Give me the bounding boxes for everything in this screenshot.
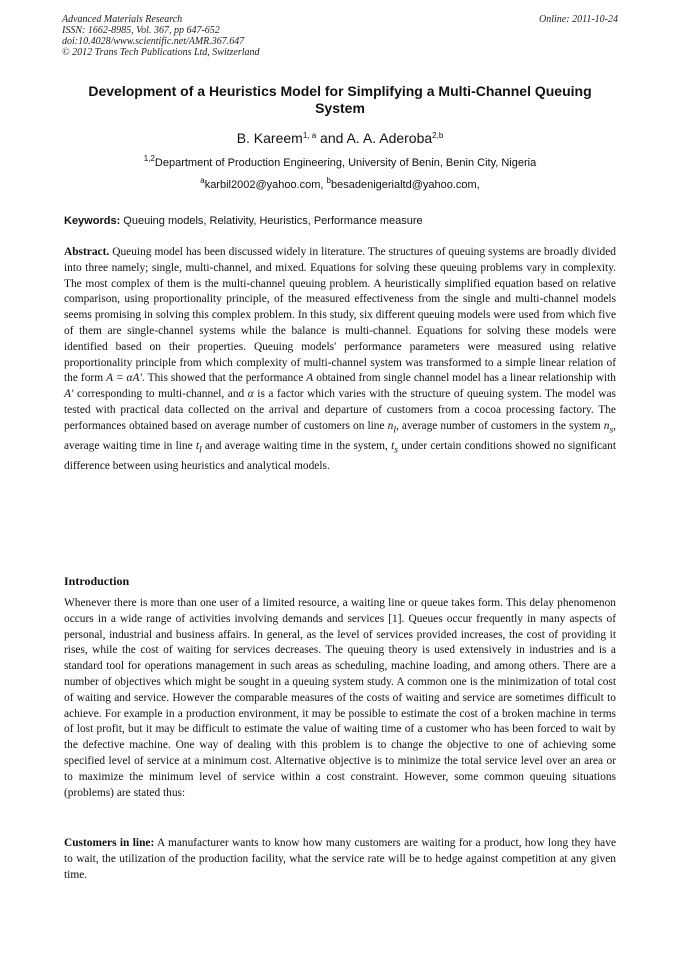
- author-1: B. Kareem: [236, 130, 303, 146]
- author-2-affil-mark: 2,b: [432, 131, 444, 140]
- author-1-affil-mark: 1, a: [302, 131, 317, 140]
- abstract-text-7: , average waiting time in line: [64, 419, 616, 452]
- symbol-t-s: [391, 439, 398, 456]
- journal-name: Advanced Materials Research: [62, 14, 183, 25]
- affiliation-text: Department of Production Engineering, University of Benin, Benin City, Nigeria: [154, 157, 537, 169]
- symbol-n-s-base: n: [603, 419, 610, 432]
- abstract-text-5: is a factor which varies with the structure of queuing system. The model was tested with practical data collected on the arrival and departure of customers from a cocoa processing factory. The performances obtained based on average number of customers on line: [64, 388, 616, 432]
- author-line: [62, 130, 618, 147]
- author-emails: [62, 178, 618, 192]
- email-b-mark: b: [326, 176, 331, 185]
- email-a: karbil2002@yahoo.com,: [204, 179, 327, 191]
- symbol-a-prime: A′: [64, 388, 74, 401]
- abstract-text-3: obtained from single channel model has a linear relationship with: [313, 372, 616, 385]
- author-and: and: [316, 130, 347, 146]
- symbol-n-l: [387, 419, 396, 436]
- symbol-t-s-sub: s: [394, 445, 398, 456]
- affiliation: [62, 156, 618, 170]
- customers-in-line-text: A manufacturer wants to know how many customers are waiting for a product, how long they have to wait, the utilization of the production facility, what the service rate will be to hedge against competition at any given time.: [64, 837, 616, 881]
- introduction-heading: Introduction: [64, 574, 130, 588]
- keywords-label: Keywords:: [64, 215, 121, 227]
- abstract-text-8: and average waiting time in the system,: [201, 439, 392, 452]
- paper-title: Development of a Heuristics Model for Simplifying a Multi-Channel Queuing System: [88, 83, 592, 116]
- symbol-a: A: [306, 372, 314, 385]
- equation-a-alpha-aprime: A = αA′: [106, 372, 142, 385]
- abstract: [64, 245, 616, 475]
- abstract-label: Abstract.: [64, 246, 110, 258]
- customers-in-line-paragraph: [64, 836, 616, 883]
- abstract-text-2: . This showed that the performance: [141, 372, 307, 385]
- publication-header: [62, 14, 618, 58]
- affiliation-mark: 1,2: [143, 154, 155, 163]
- symbol-t-l-sub: l: [199, 445, 202, 456]
- issn-line: ISSN: 1662-8985, Vol. 367, pp 647-652: [62, 25, 220, 36]
- email-a-mark: a: [200, 176, 205, 185]
- abstract-text-6: , average number of customers in the system: [395, 419, 604, 432]
- symbol-n-l-base: n: [387, 419, 394, 432]
- keywords: [64, 214, 616, 228]
- symbol-alpha: α: [247, 388, 254, 401]
- abstract-text-4: corresponding to multi-channel, and: [73, 388, 248, 401]
- copyright-line: © 2012 Trans Tech Publications Ltd, Switzerland: [62, 47, 260, 58]
- symbol-n-s: [603, 419, 614, 436]
- email-b: besadenigerialtd@yahoo.com,: [330, 179, 480, 191]
- symbol-n-s-sub: s: [609, 425, 614, 436]
- online-date: Online: 2011-10-24: [539, 14, 618, 25]
- symbol-t-l-base: t: [195, 439, 200, 452]
- doi-line: doi:10.4028/www.scientific.net/AMR.367.647: [62, 36, 245, 47]
- customers-in-line-label: Customers in line:: [64, 837, 155, 849]
- author-2: A. A. Aderoba: [346, 130, 433, 146]
- abstract-text-9: under certain conditions showed no significant difference between using heuristics and analytical models.: [64, 439, 616, 472]
- abstract-text-1: Queuing model has been discussed widely in literature. The structures of queuing systems are broadly divided into three namely; single, multi-channel, and mixed. Equations for solving these queuing problems vary in complexity. The most complex of them is the multi-channel queuing problem. A heuristically simplified equation based on relative comparison, using proportionality principle, of the measured effectiveness from the single and multi-channel models seems promising in solving this complex problem. In this study, six different queuing models were used from which five of them are single-channel systems while the balance is multi-channel. Equations for solving these models were identified based on their properties. Queuing models' performance parameters were measured using relative proportionality principle from which complexity of multi-channel system was transformed to a simple linear relation of the form: [64, 246, 616, 385]
- keywords-text: Queuing models, Relativity, Heuristics, Performance measure: [120, 215, 423, 227]
- symbol-n-l-sub: l: [393, 425, 396, 436]
- introduction-paragraph: Whenever there is more than one user of a limited resource, a waiting line or queue takes form. This delay phenomenon occurs in a wide range of activities involving demands and services [1]. Queues occur frequently in many aspects of personal, industrial and business affairs. In general, as the level of services provided increases, the cost of providing it rises, while the cost of waiting for services decreases. The queuing theory is used extensively in industries and is a standard tool for operations management in such areas as scheduling, machine loading, and among others. There are a number of objectives which might be sought in a queuing system study. A common one is the minimization of total cost of waiting and service. However the comparable measures of the costs of waiting and service are sometimes difficult to achieve. For example in a production environment, it may be possible to estimate the cost of a broken machine in terms of lost profit, but it may be difficult to estimate the value of waiting time of a customer who has been forced to wait by the defective machine. One way of dealing with this problem is to change the objective to one of achieving some specified level of service at a minimum cost. Alternative objective is to minimize the total service level over an area or to maximize the minimum level of service within a cost constraint. However, some common queuing situations (problems) are stated thus:: [64, 597, 616, 799]
- symbol-t-s-base: t: [391, 439, 395, 452]
